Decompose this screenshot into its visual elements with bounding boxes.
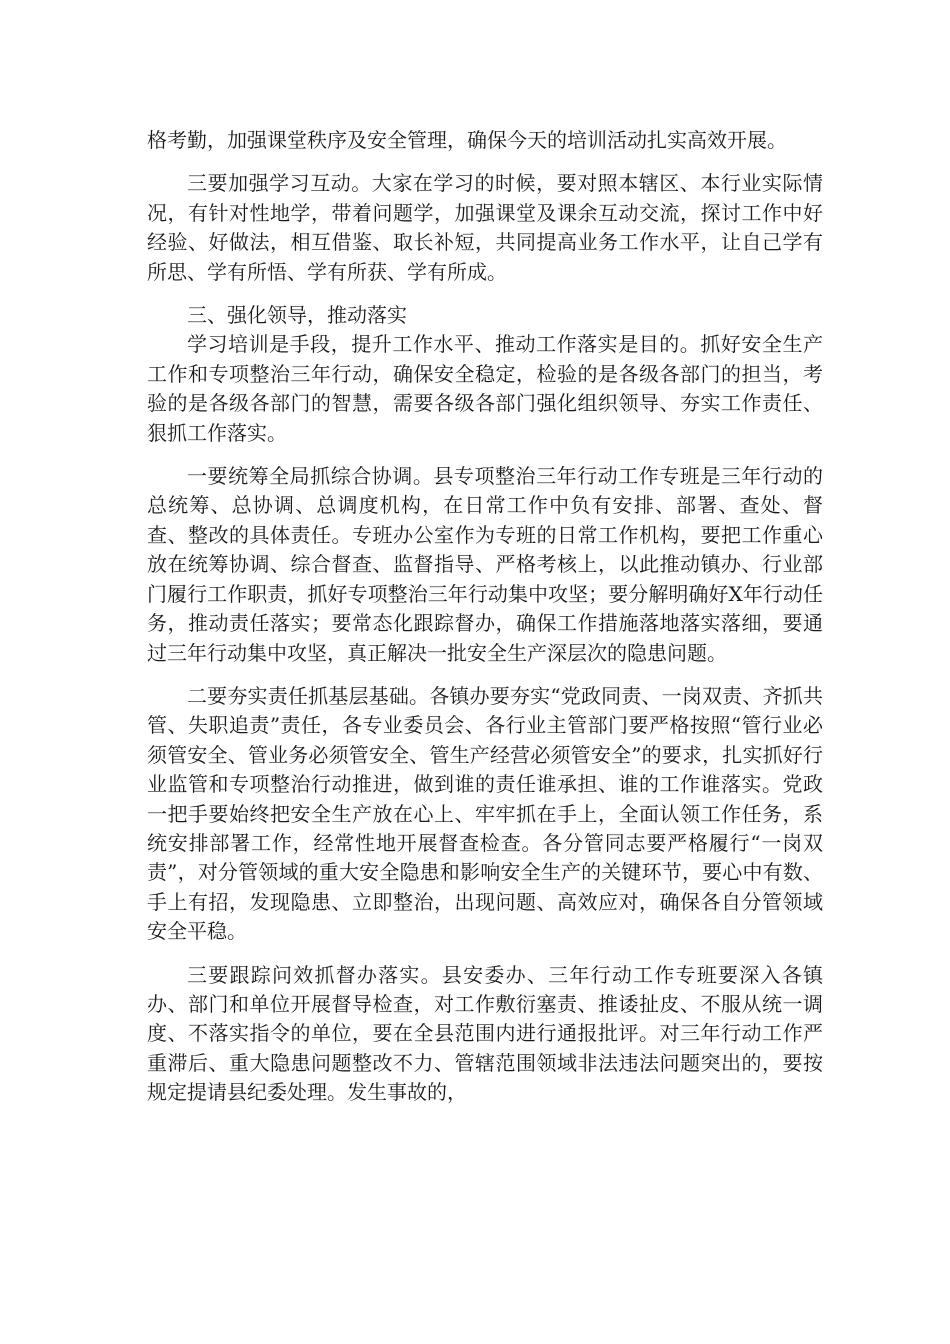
paragraph-training-purpose: 学习培训是手段，提升工作水平、推动工作落实是目的。抓好安全生产工作和专项整治三年行动，确保安全稳定，检验的是各级各部门的担当，考验的是各级各部门的智慧，需要各级各部门强化组织领导、夯实工作责任、狠抓工作落实。: [147, 332, 823, 445]
section-heading-leadership: 三、强化领导，推动落实: [187, 303, 407, 328]
paragraph-overall-coordination: 一要统筹全局抓综合协调。县专项整治三年行动工作专班是三年行动的总统筹、总协调、总调度机构，在日常工作中负有安排、部署、查处、督查、整改的具体责任。专班办公室作为专班的日常工作机构，要把工作重心放在统筹协调、综合督查、监督指导、严格考核上，以此推动镇办、行业部门履行工作职责，抓好专项整治三年行动集中攻坚；要分解明确好X年行动任务，推动责任落实；要常态化跟踪督办，确保工作措施落地落实落细，要通过三年行动集中攻坚，真正解决一批安全生产深层次的隐患问题。: [147, 464, 823, 665]
document-body: [147, 126, 823, 1108]
paragraph-learning-interaction: 三要加强学习互动。大家在学习的时候，要对照本辖区、本行业实际情况，有针对性地学，带着问题学，加强课堂及课余互动交流，探讨工作中好经验、好做法，相互借鉴、取长补短，共同提高业务工作水平，让自己学有所思、学有所悟、学有所获、学有所成。: [147, 171, 823, 284]
paragraph-supervision: 三要跟踪问效抓督办落实。县安委办、三年行动工作专班要深入各镇办、部门和单位开展督导检查，对工作敷衍塞责、推诿扯皮、不服从统一调度、不落实指令的单位，要在全县范围内进行通报批评。对三年行动工作严重滞后、重大隐患问题整改不力、管辖范围领域非法违法问题突出的，要按规定提请县纪委处理。发生事故的，: [147, 962, 823, 1105]
paragraph-continuation: 格考勤，加强课堂秩序及安全管理，确保今天的培训活动扎实高效开展。: [147, 128, 787, 152]
paragraph-responsibility: 二要夯实责任抓基层基础。各镇办要夯实“党政同责、一岗双责、齐抓共管、失职追责”责任，各专业委员会、各行业主管部门要严格按照“管行业必须管安全、管业务必须管安全、管生产经营必须管安全”的要求，扎实抓好行业监管和专项整治行动推进，做到谁的责任谁承担、谁的工作谁落实。党政一把手要始终把安全生产放在心上、牢牢抓在手上，全面认领工作任务，系统安排部署工作，经常性地开展督查检查。各分管同志要严格履行“一岗双责”，对分管领域的重大安全隐患和影响安全生产的关键环节，要心中有数、手上有招，发现隐患、立即整治，出现问题、高效应对，确保各自分管领域安全平稳。: [147, 683, 823, 944]
